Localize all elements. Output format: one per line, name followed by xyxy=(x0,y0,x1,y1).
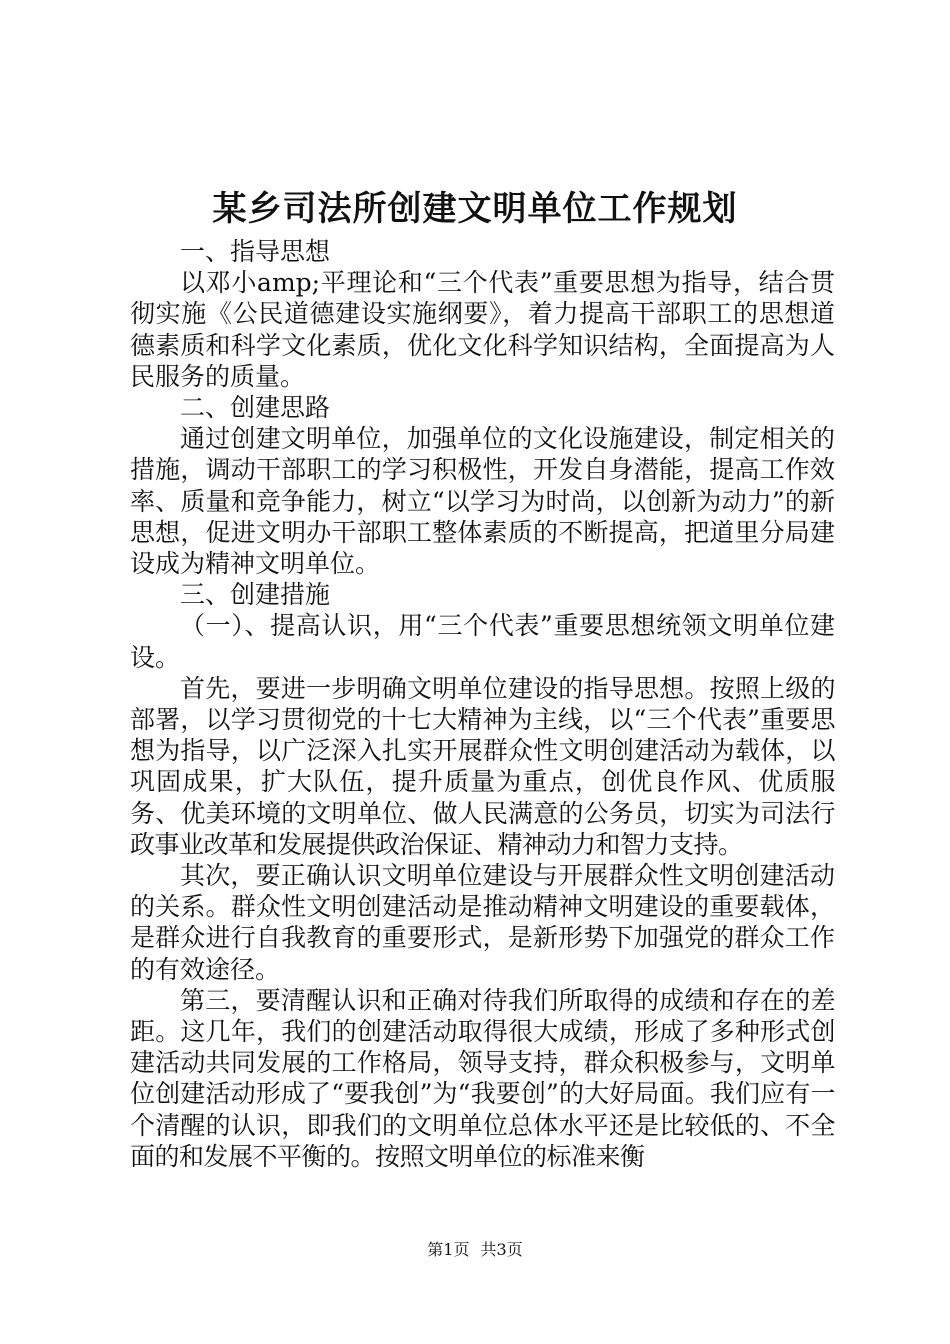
document-body xyxy=(130,236,835,1172)
paragraph-creation-approach: 通过创建文明单位，加强单位的文化设施建设，制定相关的措施，调动干部职工的学习积极性，开发自身潜能，提高工作效率、质量和竞争能力，树立“以学习为时尚，以创新为动力”的新思想，促进文明办干部职工整体素质的不断提高，把道里分局建设成为精神文明单位。 xyxy=(130,424,835,579)
section-heading-creation-approach: 二、创建思路 xyxy=(180,393,331,423)
subsection-heading-raise-awareness: （一）、提高认识，用“三个代表”重要思想统领文明单位建设。 xyxy=(130,611,835,672)
paragraph-first: 首先，要进一步明确文明单位建设的指导思想。按照上级的部署，以学习贯彻党的十七大精神为主线，以“三个代表”重要思想为指导，以广泛深入扎实开展群众性文明创建活动为载体，以巩固成果，扩大队伍，提升质量为重点，创优良作风、优质服务、优美环境的文明单位、做人民满意的公务员，切实为司法行政事业改革和发展提供政治保证、精神动力和智力支持。 xyxy=(130,673,835,859)
page-number: 第1页 xyxy=(427,1240,470,1259)
section-heading-guiding-thought: 一、指导思想 xyxy=(180,237,331,266)
section-heading-creation-measures: 三、创建措施 xyxy=(180,580,331,610)
page-total: 共3页 xyxy=(480,1240,523,1259)
page-footer xyxy=(0,1238,950,1262)
paragraph-third: 第三，要清醒认识和正确对待我们所取得的成绩和存在的差距。这几年，我们的创建活动取得很大成绩，形成了多种形式创建活动共同发展的工作格局，领导支持，群众积极参与，文明单位创建活动形成了“要我创”为“我要创”的大好局面。我们应有一个清醒的认识，即我们的文明单位总体水平还是比较低的、不全面的和发展不平衡的。按照文明单位的标准来衡 xyxy=(130,985,835,1171)
paragraph-guiding-thought: 以邓小amp;平理论和“三个代表”重要思想为指导，结合贯彻实施《公民道德建设实施纲要》，着力提高干部职工的思想道德素质和科学文化素质，优化文化科学知识结构，全面提高为人民服务的质量。 xyxy=(130,268,835,391)
paragraph-second: 其次，要正确认识文明单位建设与开展群众性文明创建活动的关系。群众性文明创建活动是推动精神文明建设的重要载体，是群众进行自我教育的重要形式，是新形势下加强党的群众工作的有效途径。 xyxy=(130,861,835,984)
document-title: 某乡司法所创建文明单位工作规划 xyxy=(212,189,738,229)
